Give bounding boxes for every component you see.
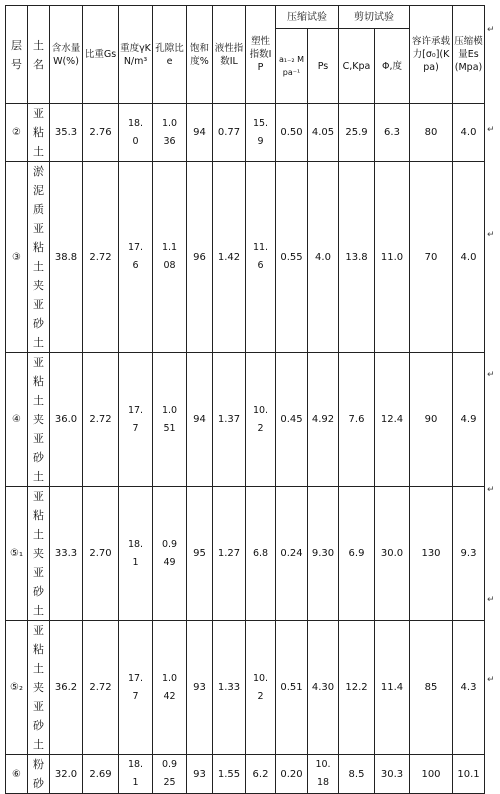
cell-shear-phi: 6.3: [375, 104, 410, 162]
table-row: [6, 621, 485, 755]
cell-liquidity: 1.42: [213, 162, 246, 353]
cell-void: 1.108: [153, 162, 187, 353]
cell-water: 32.0: [50, 755, 83, 794]
cell-plasticity: 6.2: [246, 755, 276, 794]
cell-comp-a: 0.51: [276, 621, 308, 755]
cell-soil-name: 粉砂: [28, 755, 50, 794]
cell-weight: 17.7: [119, 621, 153, 755]
cell-layer: ⑤₂: [6, 621, 28, 755]
return-mark-icon: ↵: [487, 230, 495, 240]
return-mark-icon: ↵: [487, 485, 495, 495]
cell-shear-c: 7.6: [339, 353, 375, 487]
cell-comp-ps: 4.0: [308, 162, 339, 353]
cell-water: 36.2: [50, 621, 83, 755]
cell-water: 38.8: [50, 162, 83, 353]
cell-comp-ps: 9.30: [308, 487, 339, 621]
cell-liquidity: 1.33: [213, 621, 246, 755]
cell-comp-ps: 4.30: [308, 621, 339, 755]
cell-shear-c: 25.9: [339, 104, 375, 162]
header-compression-group: 压缩试验: [276, 6, 339, 29]
cell-layer: ③: [6, 162, 28, 353]
table-row: [6, 162, 485, 353]
cell-shear-phi: 30.0: [375, 487, 410, 621]
cell-shear-c: 6.9: [339, 487, 375, 621]
return-mark-icon: ↵: [487, 675, 495, 685]
cell-layer: ②: [6, 104, 28, 162]
header-allowable-bearing: 容许承载力[σ₀](Kpa): [410, 6, 453, 104]
return-mark-icon: ↵: [487, 125, 495, 135]
cell-modulus: 4.0: [453, 162, 485, 353]
cell-liquidity: 1.37: [213, 353, 246, 487]
cell-saturation: 94: [187, 353, 213, 487]
header-shear-group: 剪切试验: [339, 6, 410, 29]
cell-gravity: 2.72: [83, 621, 119, 755]
cell-void: 0.949: [153, 487, 187, 621]
header-saturation: 饱和度%: [187, 6, 213, 104]
cell-saturation: 93: [187, 621, 213, 755]
cell-water: 33.3: [50, 487, 83, 621]
cell-comp-a: 0.45: [276, 353, 308, 487]
cell-plasticity: 10.2: [246, 621, 276, 755]
cell-void: 1.051: [153, 353, 187, 487]
table-row: [6, 487, 485, 621]
cell-weight: 18.1: [119, 755, 153, 794]
header-plasticity: 塑性指数IP: [246, 6, 276, 104]
cell-allowable: 80: [410, 104, 453, 162]
cell-shear-c: 8.5: [339, 755, 375, 794]
return-mark-icon: ↵: [487, 370, 495, 380]
header-shear-c: C,Kpa: [339, 29, 375, 104]
cell-allowable: 100: [410, 755, 453, 794]
header-liquidity: 液性指数IL: [213, 6, 246, 104]
paragraph-marks: [487, 5, 499, 698]
cell-soil-name: 亚粘土夹亚砂土: [28, 487, 50, 621]
cell-modulus: 4.3: [453, 621, 485, 755]
header-name: 土名: [28, 6, 50, 104]
header-layer: 层号: [6, 6, 28, 104]
cell-modulus: 10.1: [453, 755, 485, 794]
cell-allowable: 90: [410, 353, 453, 487]
header-row-1: [6, 6, 485, 29]
cell-comp-a: 0.55: [276, 162, 308, 353]
cell-shear-c: 12.2: [339, 621, 375, 755]
header-compression-modulus: 压缩模量Es(Mpa): [453, 6, 485, 104]
cell-shear-phi: 30.3: [375, 755, 410, 794]
cell-soil-name: 亚粘土: [28, 104, 50, 162]
header-weight: 重度γKN/m³: [119, 6, 153, 104]
cell-comp-ps: 4.92: [308, 353, 339, 487]
table-row: [6, 755, 485, 794]
cell-gravity: 2.72: [83, 162, 119, 353]
cell-weight: 17.6: [119, 162, 153, 353]
cell-gravity: 2.72: [83, 353, 119, 487]
table-row: [6, 353, 485, 487]
table-row: [6, 104, 485, 162]
cell-plasticity: 6.8: [246, 487, 276, 621]
cell-shear-phi: 12.4: [375, 353, 410, 487]
cell-saturation: 96: [187, 162, 213, 353]
cell-water: 36.0: [50, 353, 83, 487]
cell-gravity: 2.70: [83, 487, 119, 621]
cell-layer: ④: [6, 353, 28, 487]
cell-saturation: 95: [187, 487, 213, 621]
cell-shear-phi: 11.0: [375, 162, 410, 353]
cell-soil-name: 淤泥质亚粘土夹亚砂土: [28, 162, 50, 353]
soil-properties-table: [5, 5, 485, 794]
header-gravity: 比重Gs: [83, 6, 119, 104]
cell-shear-c: 13.8: [339, 162, 375, 353]
cell-plasticity: 15.9: [246, 104, 276, 162]
cell-gravity: 2.76: [83, 104, 119, 162]
cell-water: 35.3: [50, 104, 83, 162]
cell-gravity: 2.69: [83, 755, 119, 794]
cell-liquidity: 0.77: [213, 104, 246, 162]
cell-soil-name: 亚粘土夹亚砂土: [28, 353, 50, 487]
cell-modulus: 9.3: [453, 487, 485, 621]
cell-comp-a: 0.24: [276, 487, 308, 621]
return-mark-icon: ↵: [487, 595, 495, 605]
cell-comp-ps: 10.18: [308, 755, 339, 794]
cell-void: 1.042: [153, 621, 187, 755]
cell-comp-ps: 4.05: [308, 104, 339, 162]
header-comp-a: a₁₋₂ Mpa⁻¹: [276, 29, 308, 104]
cell-plasticity: 11.6: [246, 162, 276, 353]
cell-liquidity: 1.27: [213, 487, 246, 621]
cell-soil-name: 亚粘土夹亚砂土: [28, 621, 50, 755]
cell-layer: ⑥: [6, 755, 28, 794]
header-shear-phi: Φ,度: [375, 29, 410, 104]
cell-modulus: 4.9: [453, 353, 485, 487]
cell-saturation: 93: [187, 755, 213, 794]
cell-saturation: 94: [187, 104, 213, 162]
cell-comp-a: 0.50: [276, 104, 308, 162]
return-mark-icon: ↵: [487, 25, 495, 35]
header-void: 孔隙比e: [153, 6, 187, 104]
cell-modulus: 4.0: [453, 104, 485, 162]
cell-void: 0.925: [153, 755, 187, 794]
cell-allowable: 85: [410, 621, 453, 755]
cell-layer: ⑤₁: [6, 487, 28, 621]
cell-weight: 18.0: [119, 104, 153, 162]
cell-shear-phi: 11.4: [375, 621, 410, 755]
cell-weight: 17.7: [119, 353, 153, 487]
cell-weight: 18.1: [119, 487, 153, 621]
header-water: 含水量W(%): [50, 6, 83, 104]
cell-plasticity: 10.2: [246, 353, 276, 487]
cell-liquidity: 1.55: [213, 755, 246, 794]
cell-comp-a: 0.20: [276, 755, 308, 794]
cell-allowable: 130: [410, 487, 453, 621]
cell-void: 1.036: [153, 104, 187, 162]
cell-allowable: 70: [410, 162, 453, 353]
header-comp-ps: Ps: [308, 29, 339, 104]
